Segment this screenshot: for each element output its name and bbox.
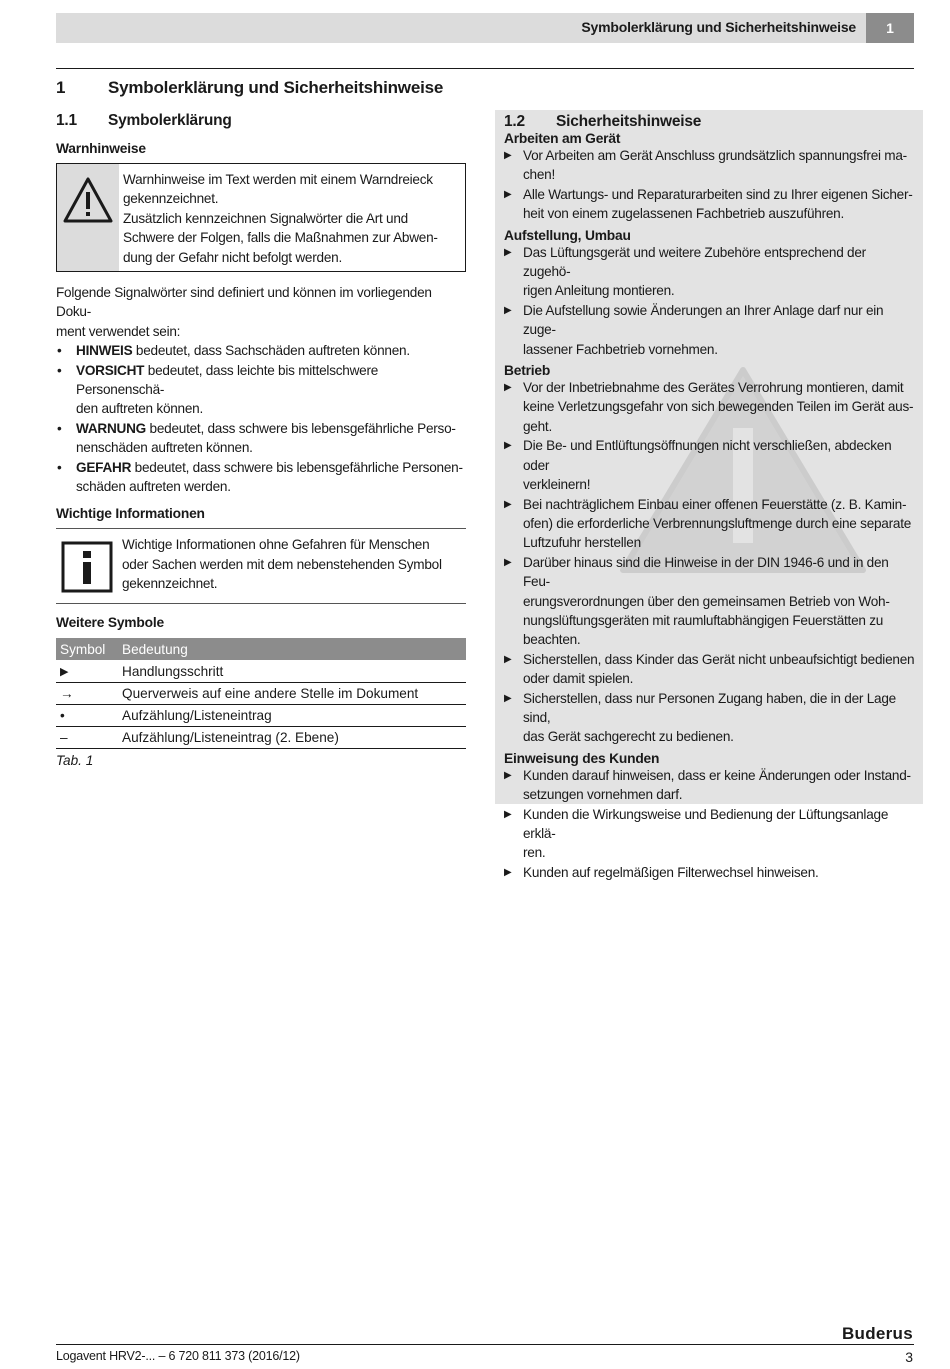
meaning-cell: Handlungsschritt [118,660,466,682]
chapter-heading-number: 1 [56,78,66,97]
list-item [504,805,916,863]
info-box [56,528,466,604]
symbols-table [56,638,466,749]
instruction-list [504,766,916,882]
warning-line: dung der Gefahr nicht befolgt werden. [123,249,342,265]
info-box-text [118,529,466,603]
running-header [56,13,914,43]
item-line: Sicherstellen, dass nur Personen Zugang haben, die in der Lage sind, [523,690,896,725]
chapter-heading-title: Symbolerklärung und Sicherheitshinweise [108,78,444,97]
item-line: Kunden auf regelmäßigen Filterwechsel hinweisen. [523,864,819,880]
brand-logo: Buderus [841,1324,913,1343]
left-column [56,112,466,768]
symbol-cell: ▶ [56,660,118,682]
signal-word-text: den auftreten können. [76,401,204,417]
item-line: Vor Arbeiten am Gerät Anschluss grundsätzlich spannungsfrei ma- [523,148,907,163]
item-line: Vor der Inbetriebnahme des Gerätes Verrohrung montieren, damit [523,380,904,396]
page-number: 3 [905,1349,913,1365]
list-item [504,553,916,650]
item-line: das Gerät sachgerecht zu bedienen. [523,729,734,745]
warning-triangle-icon [62,176,114,224]
item-line: Die Be- und Entlüftungsöffnungen nicht verschließen, abdecken oder [523,438,892,473]
column-header: Bedeutung [118,638,466,660]
group-heading: Betrieb [504,363,551,379]
table-row [56,726,466,748]
list-item [504,863,916,882]
list-item [504,243,916,301]
item-line: oder damit spielen. [523,671,634,687]
column-header: Symbol [56,638,118,660]
warning-line: Schwere der Folgen, falls die Maßnahmen zur Abwen- [123,230,438,246]
section-title: Symbolerklärung [108,112,232,129]
list-item [504,301,916,359]
info-icon [61,541,113,593]
meaning-cell: Querverweis auf eine andere Stelle im Dokument [118,682,466,704]
warning-line: gekennzeichnet. [123,191,219,207]
meaning-cell: Aufzählung/Listeneintrag (2. Ebene) [118,726,466,748]
info-line: oder Sachen werden mit dem nebenstehenden Symbol [122,556,442,572]
item-line: beachten. [523,632,581,648]
safety-panel [495,110,923,880]
item-line: setzungen vornehmen darf. [523,787,683,803]
item-line: keine Verletzungsgefahr von sich bewegenden Teilen im Gerät aus- [523,399,914,415]
section-heading-1-2 [504,113,916,131]
list-item [504,436,916,494]
chapter-heading [56,78,443,98]
list-item [504,146,916,185]
item-line: Bei nachträglichem Einbau einer offenen Feuerstätte (z. B. Kamin- [523,496,907,512]
intro-line: Folgende Signalwörter sind definiert und können im vorliegenden Doku- [56,285,432,320]
list-item [504,689,916,747]
list-item [56,341,466,360]
list-item [56,419,466,458]
signal-word-text: nenschäden auftreten können. [76,440,253,456]
list-item [56,458,466,497]
item-line: heit von einem zugelassenen Fachbetrieb auszuführen. [523,206,845,222]
item-line: Die Aufstellung sowie Änderungen an Ihrer Anlage darf nur ein zuge- [523,302,884,338]
item-line: chen! [523,167,556,183]
chapter-number-tab: 1 [866,13,914,43]
item-line: ofen) die erforderliche Verbrennungsluftmenge durch eine separate [523,515,912,531]
signal-word-text: bedeutet, dass leichte bis mittelschwere Personenschä- [76,362,379,398]
item-line: Das Lüftungsgerät und weitere Zubehöre entsprechend der zugehö- [523,244,866,280]
group-heading: Einweisung des Kunden [504,750,660,766]
table-caption: Tab. 1 [56,752,94,768]
item-line: Kunden darauf hinweisen, dass er keine Änderungen oder Instand- [523,767,911,783]
signal-word: GEFAHR [76,459,132,475]
instruction-list [504,378,916,747]
instruction-list [504,243,916,359]
list-item [504,650,916,689]
warning-box [56,163,466,272]
running-header-title: Symbolerklärung und Sicherheitshinweise [581,19,856,35]
item-line: ren. [523,845,546,861]
item-line: Luftzufuhr herstellen [523,535,641,551]
header-rule [56,68,914,69]
warning-line: Warnhinweise im Text werden mit einem Warndreieck [123,172,433,187]
signal-word-text: bedeutet, dass schwere bis lebensgefährliche Perso- [146,420,456,436]
group-heading: Aufstellung, Umbau [504,227,631,243]
list-item [56,361,466,419]
warnhinweise-heading: Warnhinweise [56,141,146,156]
list-item [504,766,916,805]
signal-word-text: bedeutet, dass Sachschäden auftreten können. [132,343,410,359]
info-icon-cell [56,529,118,603]
table-row [56,660,466,682]
safety-content [504,113,916,882]
footer-document-id: Logavent HRV2-... – 6 720 811 373 (2016/12) [56,1349,300,1363]
intro-line: ment verwendet sein: [56,323,181,339]
section-title: Sicherheitshinweise [556,113,702,130]
list-item [504,495,916,553]
item-line: Alle Wartungs- und Reparaturarbeiten sind zu Ihrer eigenen Sicher- [523,186,913,202]
item-line: Sicherstellen, dass Kinder das Gerät nicht unbeaufsichtigt bedienen [523,651,915,667]
section-heading-1-1 [56,112,466,130]
symbol-cell: – [56,726,118,748]
meaning-cell: Aufzählung/Listeneintrag [118,704,466,726]
warning-icon-cell [57,164,119,271]
signal-word: VORSICHT [76,362,145,378]
signal-words-intro [56,283,466,341]
instruction-list [504,146,916,224]
table-row [56,682,466,704]
item-line: Kunden die Wirkungsweise und Bedienung der Lüftungsanlage erklä- [523,806,889,841]
signal-word-text: schäden auftreten werden. [76,479,231,495]
signal-word: WARNUNG [76,420,146,436]
section-number: 1.2 [504,113,525,130]
info-heading: Wichtige Informationen [56,506,205,522]
item-line: geht. [523,418,552,434]
info-line: gekennzeichnet. [122,576,218,592]
item-line: lassener Fachbetrieb vornehmen. [523,341,718,357]
section-number: 1.1 [56,112,77,129]
table-row [56,704,466,726]
signal-words-list [56,341,466,496]
group-heading: Arbeiten am Gerät [504,131,621,146]
symbols-heading: Weitere Symbole [56,615,164,631]
item-line: Darüber hinaus sind die Hinweise in der DIN 1946-6 und in den Feu- [523,554,889,590]
signal-word-text: bedeutet, dass schwere bis lebensgefährliche Personen- [131,459,463,475]
symbol-cell: → [56,682,118,704]
list-item [504,185,916,224]
list-item [504,378,916,436]
item-line: rigen Anleitung montieren. [523,283,675,299]
table-header-row [56,638,466,660]
item-line: nungslüftungsgeräten mit raumluftabhängigen Feuerstätten zu [523,612,884,628]
signal-word: HINWEIS [76,343,133,359]
item-line: erungsverordnungen über den gemeinsamen Betrieb von Woh- [523,593,890,609]
info-line: Wichtige Informationen ohne Gefahren für Menschen [122,537,430,553]
warning-box-text [119,164,465,271]
symbol-cell: • [56,704,118,726]
footer-rule [56,1344,914,1345]
item-line: verkleinern! [523,477,591,493]
warning-line: Zusätzlich kennzeichnen Signalwörter die Art und [123,210,408,226]
